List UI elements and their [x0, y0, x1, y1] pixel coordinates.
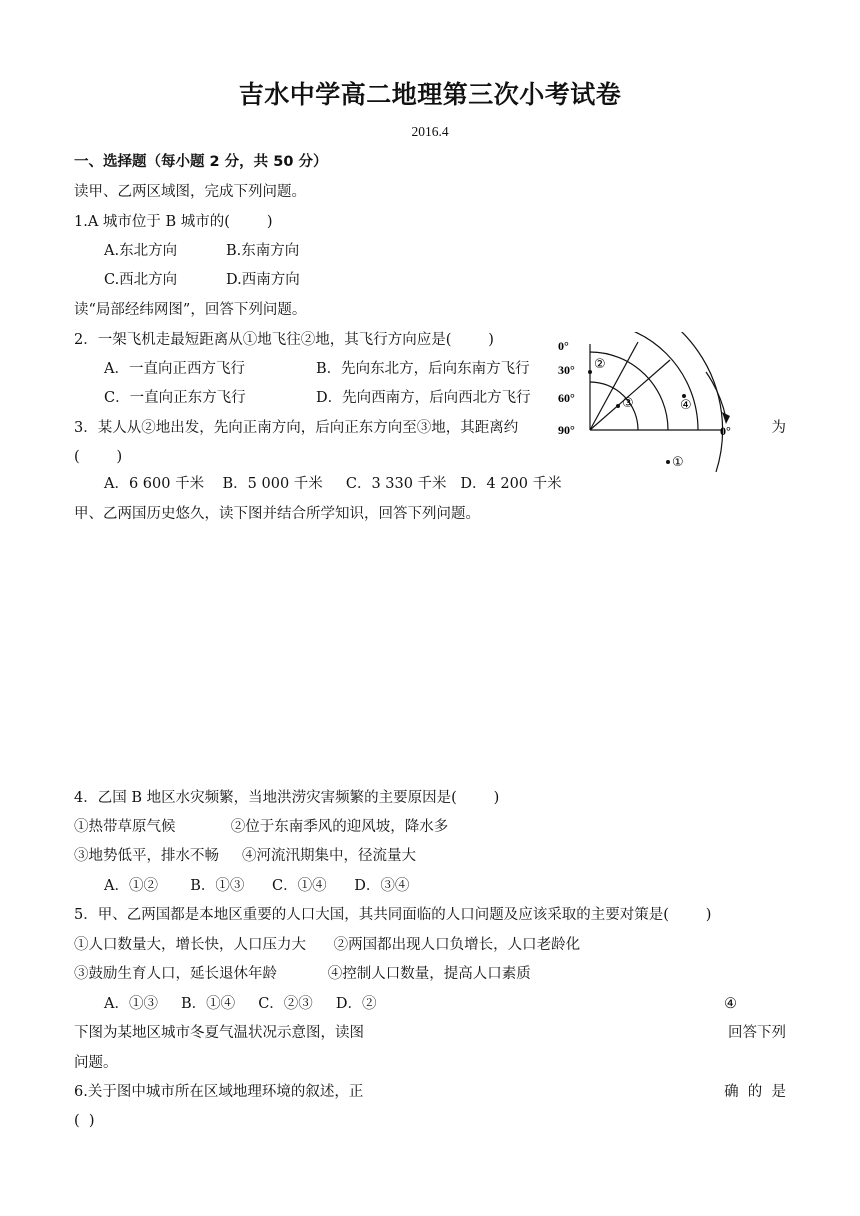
rotation-arrowhead [722, 412, 730, 424]
q1-option-c: C.西北方向 [104, 272, 178, 288]
q2-option-d: D．先向西南方，后向西北方飞行 [316, 390, 531, 406]
intro-city-climate: 下图为某地区城市冬夏气温状况示意图，读图 [74, 1025, 364, 1041]
q1-option-b: B.东南方向 [226, 243, 300, 259]
point-4-label: ④ [680, 398, 692, 413]
exam-date: 2016.4 [411, 124, 449, 139]
question-6: 6.关于图中城市所在区域地理环境的叙述，正 [74, 1084, 364, 1100]
q2-option-a: A．一直向正西方飞行 [104, 361, 245, 377]
q1-option-d: D.西南方向 [226, 272, 300, 288]
question-3-end: 为 [771, 420, 786, 436]
q4-statements-2: ③地势低平，排水不畅 ④河流汛期集中，径流量大 [74, 848, 417, 864]
point-3-dot [616, 404, 620, 408]
intro-countries: 甲、乙两国历史悠久，读下图并结合所学知识，回答下列问题。 [74, 506, 480, 522]
point-1-dot [666, 460, 670, 464]
exam-title: 吉水中学高二地理第三次小考试卷 [238, 80, 622, 109]
question-4: 4．乙国 B 地区水灾频繁，当地洪涝灾害频繁的主要原因是( ) [74, 790, 500, 806]
lat-label-0: 0° [558, 339, 569, 353]
question-1: 1.A 城市位于 B 城市的( ) [74, 214, 273, 230]
point-2-label: ② [594, 357, 606, 372]
question-3-paren: ( ) [74, 449, 123, 465]
question-6-end: 确 的 是 [724, 1084, 786, 1100]
rotation-arrow [706, 372, 726, 418]
lat-label-60: 60° [558, 391, 575, 405]
latitude-arc-0 [590, 332, 723, 472]
lon-label-0: 0° [720, 424, 731, 438]
question-2: 2．一架飞机走最短距离从①地飞往②地，其飞行方向应是( ) [74, 332, 494, 348]
point-3-label: ③ [622, 396, 634, 411]
point-1-label: ① [672, 455, 684, 470]
q5-options-end: ④ [724, 996, 737, 1012]
q4-options: A．①② B．①③ C．①④ D．③④ [104, 878, 410, 894]
q2-option-b: B．先向东北方，后向东南方飞行 [316, 361, 530, 377]
intro-city-climate-cont: 问题。 [74, 1055, 118, 1071]
q3-options: A．6 600 千米 B．5 000 千米 C．3 330 千米 D．4 200 千米 [104, 476, 562, 492]
graticule-figure [556, 332, 756, 482]
lat-label-30: 30° [558, 363, 575, 377]
q2-option-c: C．一直向正东方飞行 [104, 390, 246, 406]
question-3: 3．某人从②地出发，先向正南方向，后向正东方向至③地，其距离约 [74, 420, 519, 436]
section-heading: 一、选择题（每小题 2 分，共 50 分） [74, 154, 328, 170]
q1-option-a: A.东北方向 [104, 243, 178, 259]
q4-statements-1: ①热带草原气候 ②位于东南季风的迎风坡，降水多 [74, 819, 449, 835]
question-6-paren: ( ) [74, 1113, 95, 1129]
question-5: 5．甲、乙两国都是本地区重要的人口大国，其共同面临的人口问题及应该采取的主要对策是( ) [74, 907, 712, 923]
point-2-dot [588, 370, 592, 374]
intro-city-climate-end: 回答下列 [728, 1025, 786, 1041]
intro-graticule: 读“局部经纬网图”，回答下列问题。 [74, 302, 307, 318]
q5-statements-1: ①人口数量大，增长快，人口压力大 ②两国都出现人口负增长，人口老龄化 [74, 937, 581, 953]
intro-regions: 读甲、乙两区域图，完成下列问题。 [74, 184, 306, 200]
q5-statements-2: ③鼓励生育人口，延长退休年龄 ④控制人口数量，提高人口素质 [74, 966, 531, 982]
q5-options: A．①③ B．①④ C．②③ D．② [104, 996, 377, 1012]
lat-label-90: 90° [558, 423, 575, 437]
